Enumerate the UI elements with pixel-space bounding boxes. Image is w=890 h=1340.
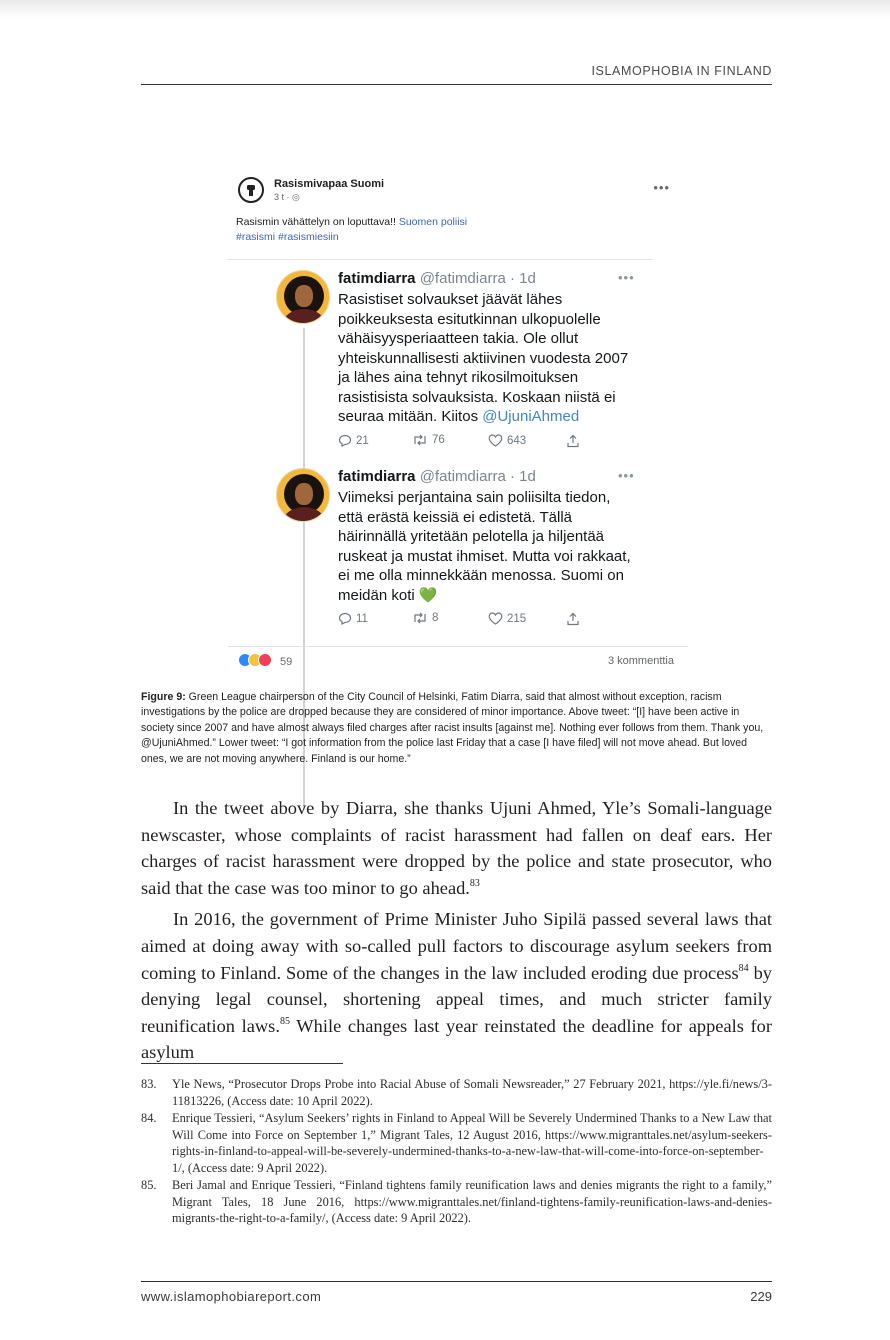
fb-bottom-divider xyxy=(228,646,688,647)
tweet-more-options-icon[interactable]: ••• xyxy=(618,270,635,285)
like-button[interactable] xyxy=(488,612,526,625)
figure-screenshot xyxy=(228,168,688,674)
footnote-ref-83[interactable]: 83 xyxy=(469,877,480,889)
tweet-actions xyxy=(338,612,598,628)
footnote-number: 84. xyxy=(141,1111,157,1125)
share-button[interactable] xyxy=(566,434,580,448)
raised-fist-icon xyxy=(244,183,258,197)
caption-label: Figure 9: xyxy=(141,691,186,703)
fb-page-name[interactable]: Rasismivapaa Suomi xyxy=(274,178,385,190)
paragraph-2-text-a: In 2016, the government of Prime Minister Juho Sipilä passed several laws that aimed at doing away with so-called pull factors to discourage asylum seekers from coming to Finland. Some of the changes in the law included eroding due process xyxy=(141,909,772,983)
tweet-header xyxy=(338,468,536,485)
footnote-84 xyxy=(141,1110,772,1176)
retweet-button[interactable] xyxy=(412,434,445,446)
page-logo-icon xyxy=(238,177,264,203)
tweet-text-body: Viimeksi perjantaina sain poliisilta tiedon, että erästä keissiä ei edistetä. Tällä häirinnällä yritetään pelotella ja hiljentää ruskeat ja mustat ihmiset. Mutta voi rakkaat, ei me olla minnekkään menossa. Suomi on meidän koti xyxy=(338,489,631,604)
paragraph-2-text-c: While changes last year reinstated the deadline for appeals for asylum xyxy=(141,1015,772,1063)
figure-caption xyxy=(141,690,773,767)
retweet-icon xyxy=(412,612,428,624)
caption-text: Green League chairperson of the City Council of Helsinki, Fatim Diarra, said that almost without exception, racism investigations by the police are dropped because they are considered of minor importance. Above tweet: “[I] have been active in society since 2007 and have almost always filed charges after racist insults [against me]. Nothing ever follows from them. Thank you, @UjuniAhmed.” Lower tweet: “I got information from the police last Friday that a case [I have filed] will not move ahead. But loved ones, we are not moving anywhere. Finland is our home.” xyxy=(141,691,764,765)
like-count: 643 xyxy=(507,434,527,447)
retweet-button[interactable] xyxy=(412,612,438,624)
reply-count: 21 xyxy=(356,434,369,447)
heart-icon xyxy=(488,612,503,625)
love-reaction-icon xyxy=(258,653,272,667)
paragraph-1-text: In the tweet above by Diarra, she thanks Ujuni Ahmed, Yle’s Somali-language newscaster, whose complaints of racist harassment had fallen on deaf ears. Her charges of racist harassment were dropped by the police and state prosecutor, who said that the case was too minor to go ahead. xyxy=(141,798,772,898)
tweet-header xyxy=(338,270,536,287)
footnote-text: Enrique Tessieri, “Asylum Seekers’ rights in Finland to Appeal Will be Severely Undermined Thanks to a New Law that Will Come into Force on September 1,” Migrant Tales, 12 August 2016, https://www.migranttales.net/asylum-seekers-rights-in-finland-to-appeal-will-be-severely-undermined-thanks-to-a-new-law-that-will-come-into-force-on-september-1/, (Access date: 9 April 2022). xyxy=(172,1111,772,1175)
fb-divider xyxy=(228,259,652,260)
tweet-text-body: Rasistiset solvaukset jäävät lähes poikkeuksesta esitutkinnan ulkopuolelle vähäisyysperiaatteen takia. Ole ollut yhteiskunnallisesti aktiivinen vuodesta 2007 ja lähes aina tehnyt rikosilmoituksen rasistisista solvauksista. Koskaan niistä ei seuraa mitään. Kiitos xyxy=(338,291,629,425)
footnote-number: 83. xyxy=(141,1077,157,1091)
retweet-count: 76 xyxy=(432,434,445,446)
reply-count: 11 xyxy=(356,612,368,625)
tweet-more-options-icon[interactable]: ••• xyxy=(618,468,635,483)
footnote-ref-84[interactable]: 84 xyxy=(738,962,749,974)
fb-post-meta: 3 t · ◎ xyxy=(274,192,300,202)
fb-post-tag-link[interactable]: Suomen poliisi xyxy=(398,216,468,228)
footnote-ref-85[interactable]: 85 xyxy=(279,1015,290,1027)
reaction-count: 59 xyxy=(280,655,293,668)
page-number: 229 xyxy=(750,1289,772,1304)
like-button[interactable] xyxy=(488,434,526,447)
tweet-1 xyxy=(276,270,646,460)
reply-icon xyxy=(338,612,352,625)
fb-post-text-plain: Rasismin vähättelyn on loputtava!! xyxy=(236,216,399,228)
share-icon xyxy=(566,434,580,448)
fb-reactions[interactable] xyxy=(238,653,292,670)
tweet-mention-link[interactable]: @UjuniAhmed xyxy=(482,408,580,425)
running-header: ISLAMOPHOBIA IN FINLAND xyxy=(591,64,772,78)
header-rule xyxy=(141,84,772,85)
body-text xyxy=(141,795,772,1071)
fb-post-text xyxy=(236,215,536,245)
tweet-author-name[interactable]: fatimdiarra xyxy=(338,270,416,287)
tweet-2 xyxy=(276,468,646,638)
fb-comments-link[interactable]: 3 kommenttia xyxy=(607,655,674,667)
like-count: 215 xyxy=(507,612,527,625)
tweet-handle: @fatimdiarra · 1d xyxy=(419,270,536,287)
retweet-icon xyxy=(412,434,428,446)
footnote-text: Yle News, “Prosecutor Drops Probe into Racial Abuse of Somali Newsreader,” 27 February 2021, https://yle.fi/news/3-11813226, (Access date: 10 April 2022). xyxy=(172,1077,772,1108)
tweet-author-name[interactable]: fatimdiarra xyxy=(338,468,416,485)
reply-button[interactable] xyxy=(338,612,368,625)
tweet-handle: @fatimdiarra · 1d xyxy=(419,468,536,485)
footnote-83 xyxy=(141,1076,772,1109)
green-heart-emoji: 💚 xyxy=(418,586,438,604)
footer-rule xyxy=(141,1281,772,1282)
paragraph-2 xyxy=(141,906,772,1066)
paragraph-1 xyxy=(141,795,772,901)
tweet-text xyxy=(338,290,638,427)
footnote-number: 85. xyxy=(141,1178,157,1192)
footnote-85 xyxy=(141,1177,772,1227)
page-top-shade xyxy=(0,0,890,18)
avatar[interactable] xyxy=(276,468,330,522)
heart-icon xyxy=(488,434,503,447)
reply-icon xyxy=(338,434,352,447)
tweet-text xyxy=(338,488,638,605)
share-icon xyxy=(566,612,580,626)
footnotes xyxy=(141,1076,772,1228)
share-button[interactable] xyxy=(566,612,580,626)
tweet-actions xyxy=(338,434,598,450)
fb-post-hashtags[interactable]: #rasismi #rasismiesiin xyxy=(236,231,339,243)
reply-button[interactable] xyxy=(338,434,369,447)
footnote-rule xyxy=(141,1063,343,1064)
fb-more-options-icon[interactable]: ••• xyxy=(653,180,670,195)
avatar[interactable] xyxy=(276,270,330,324)
footnote-text: Beri Jamal and Enrique Tessieri, “Finland tightens family reunification laws and denies migrants the right to a family,” Migrant Tales, 18 June 2016, https://www.migranttales.net/finland-tightens-family-reunification-laws-and-denies-migrants-the-right-to-a-family/, (Access date: 9 April 2022). xyxy=(172,1178,772,1225)
paragraph-2-text-b: by denying legal counsel, shortening appeal times, and much stricter family reunification laws. xyxy=(141,962,772,1036)
retweet-count: 8 xyxy=(432,612,439,624)
footer-url[interactable]: www.islamophobiareport.com xyxy=(141,1289,322,1304)
